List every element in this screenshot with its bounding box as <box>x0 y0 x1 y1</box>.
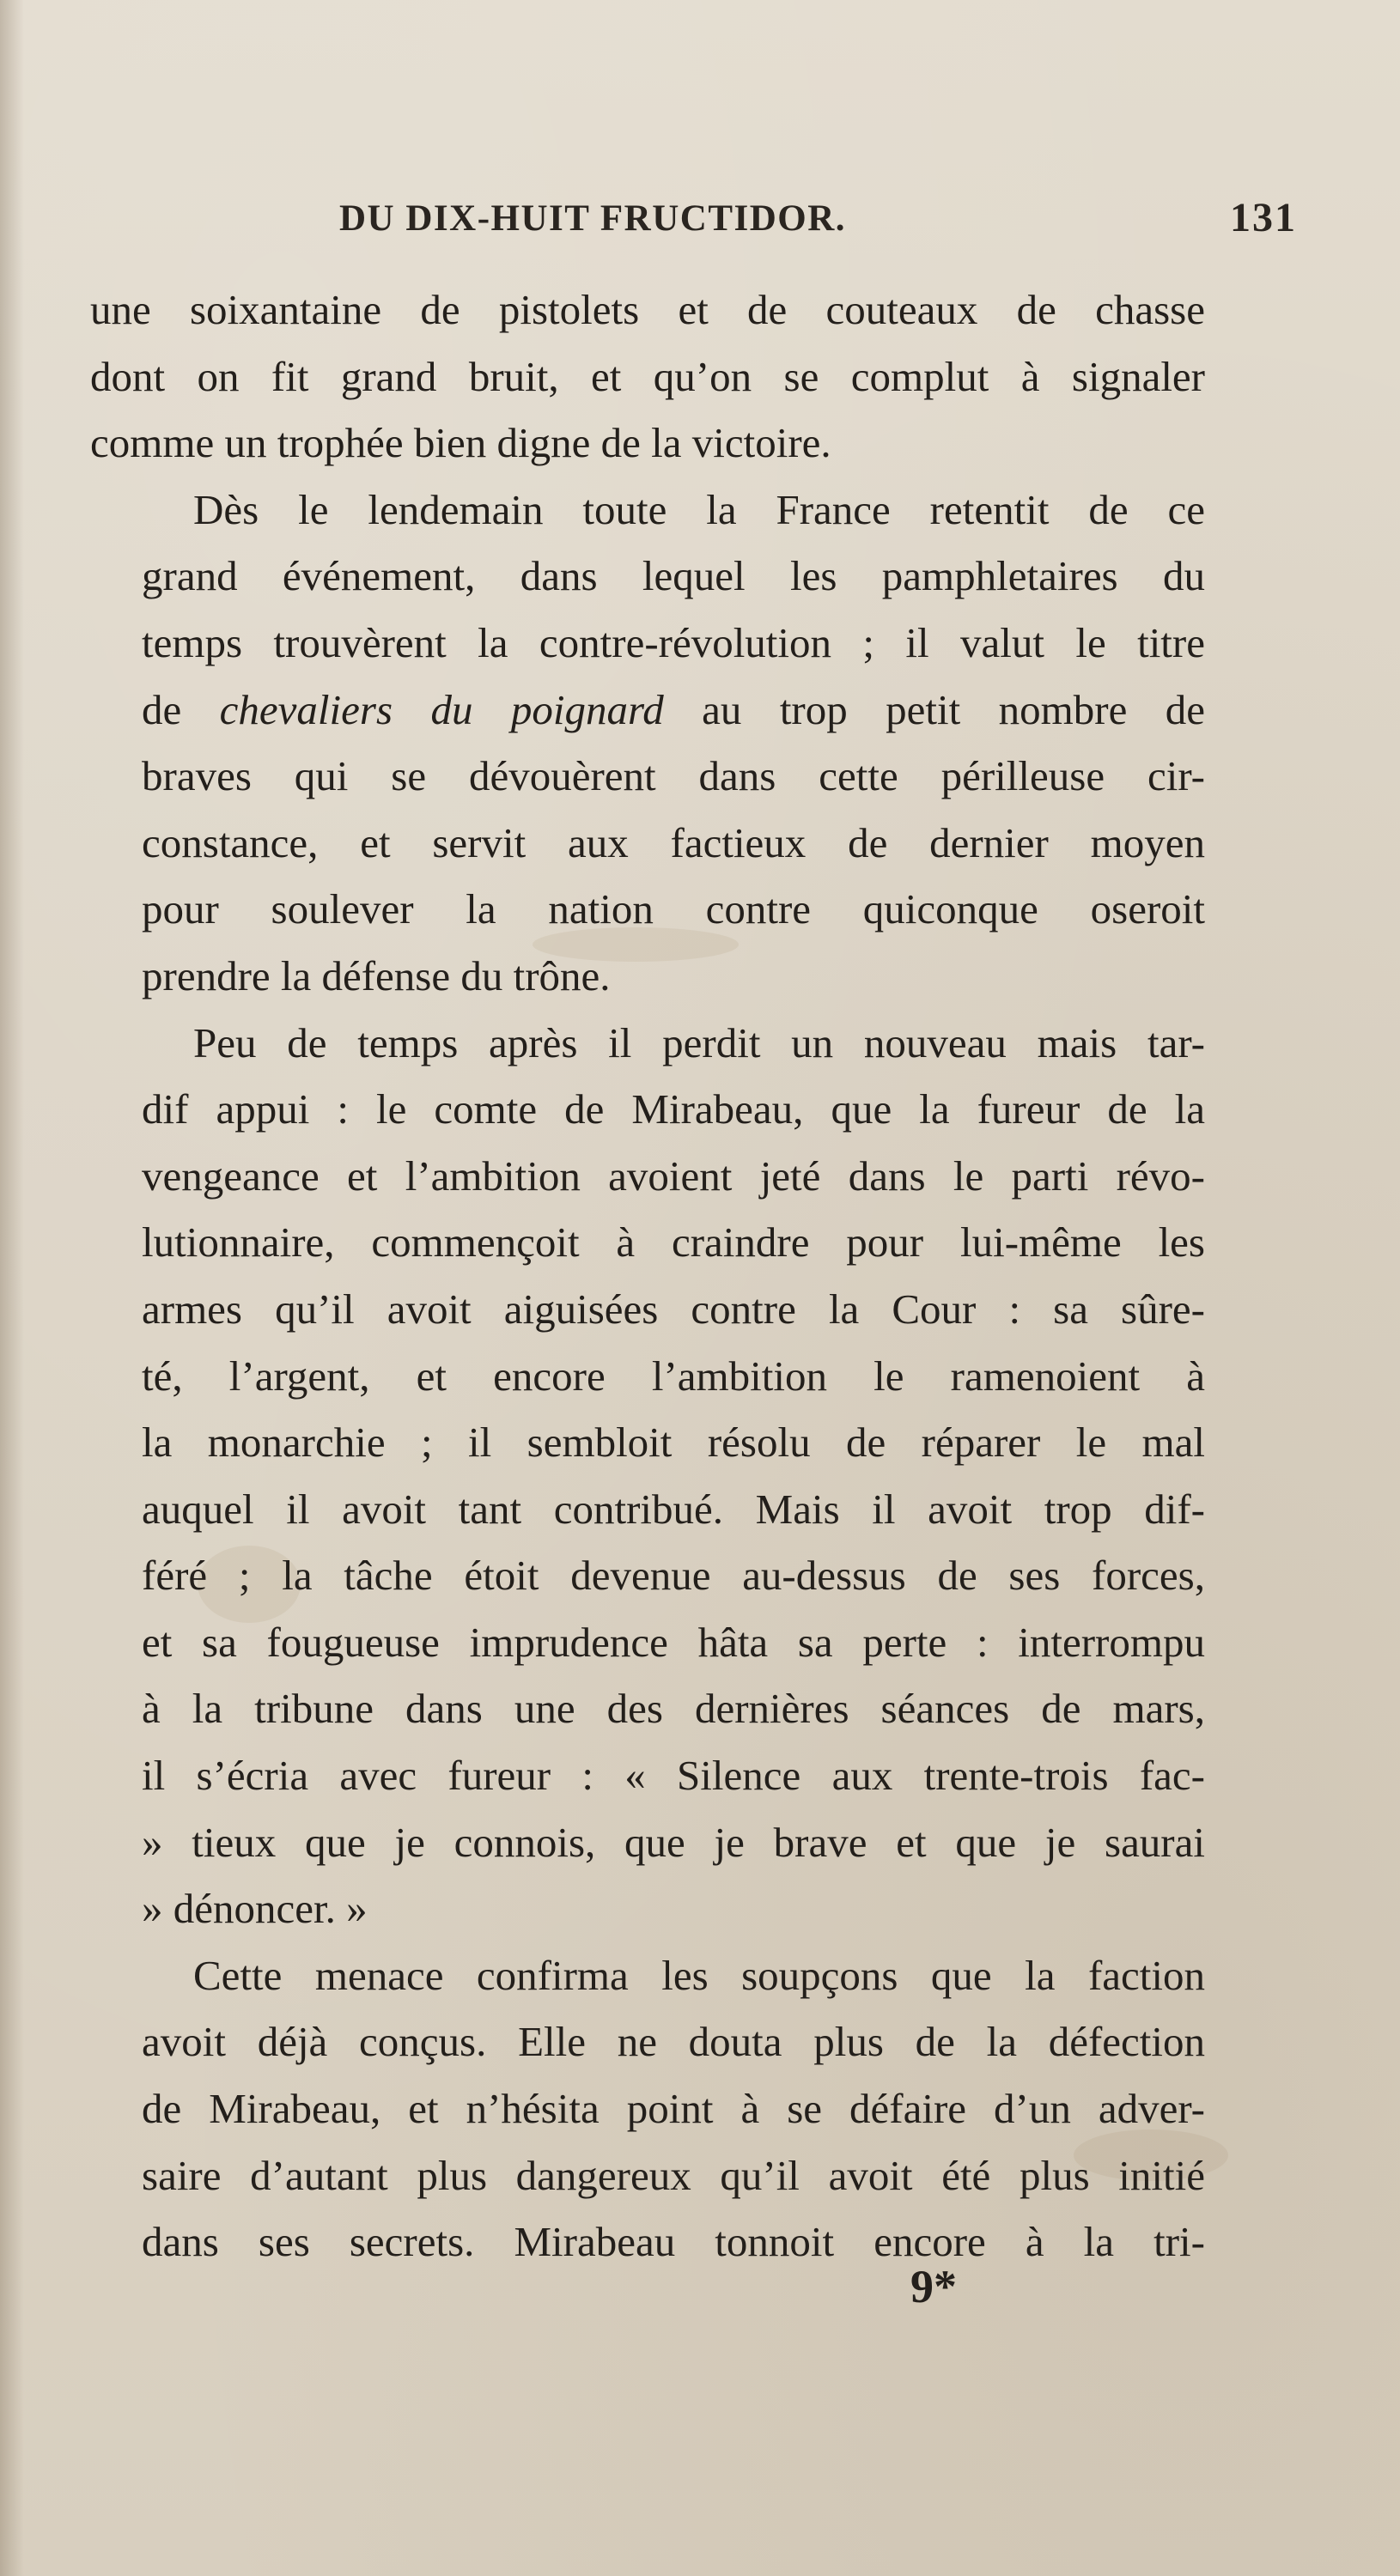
text-fragment: au trop petit nombre de <box>702 685 1206 733</box>
text-line: braves qui se dévouèrent dans cette périlleuse cir- <box>142 752 1205 800</box>
body-text <box>90 276 1205 2275</box>
paragraph <box>90 276 1205 477</box>
text-line: té, l’argent, et encore l’ambition le ramenoient à <box>142 1352 1205 1400</box>
text-line: à la tribune dans une des dernières séances de mars, <box>142 1685 1205 1733</box>
text-line: prendre la défense du trône. <box>142 951 611 999</box>
text-line: grand événement, dans lequel les pamphletaires du <box>142 552 1205 600</box>
text-line: de Mirabeau, et n’hésita point à se défaire d’un adver- <box>142 2085 1205 2133</box>
text-line: une soixantaine de pistolets et de couteaux de chasse <box>90 286 1205 333</box>
page-number: 131 <box>1230 195 1297 240</box>
italic-phrase: chevaliers du poignard <box>219 685 664 733</box>
gutter-shadow <box>0 0 24 2576</box>
text-line: il s’écria avec fureur : « Silence aux trente-trois fac- <box>142 1752 1205 1800</box>
text-line: dif appui : le comte de Mirabeau, que la fureur de la <box>142 1085 1205 1133</box>
running-head: DU DIX-HUIT FRUCTIDOR. <box>339 198 847 239</box>
text-line: Peu de temps après il perdit un nouveau mais tar- <box>193 1018 1205 1066</box>
text-line: comme un trophée bien digne de la victoire. <box>90 419 831 467</box>
text-line: saire d’autant plus dangereux qu’il avoit été plus initié <box>142 2151 1205 2199</box>
paragraph <box>90 1942 1205 2275</box>
text-line: féré ; la tâche étoit devenue au-dessus de ses forces, <box>142 1552 1205 1600</box>
page-header <box>90 191 1297 251</box>
text-line: pour soulever la nation contre quiconque oseroit <box>142 885 1205 933</box>
text-line: lutionnaire, commençoit à craindre pour lui-même les <box>142 1218 1205 1267</box>
paragraph <box>90 1010 1205 1942</box>
text-line: avoit déjà conçus. Elle ne douta plus de la défection <box>142 2018 1205 2066</box>
text-line: Dès le lendemain toute la France retentit de ce <box>193 485 1205 533</box>
text-line: dans ses secrets. Mirabeau tonnoit encore à la tri- <box>142 2218 1205 2266</box>
text-line: Cette menace confirma les soupçons que la faction <box>193 1951 1205 1999</box>
text-line: temps trouvèrent la contre-révolution ; il valut le titre <box>142 618 1205 666</box>
text-fragment: de <box>142 685 182 733</box>
text-line: » dénoncer. » <box>142 1885 368 1933</box>
text-line: dont on fit grand bruit, et qu’on se complut à signaler <box>90 352 1205 400</box>
paragraph <box>90 477 1205 1010</box>
text-line: armes qu’il avoit aiguisées contre la Cour : sa sûre- <box>142 1285 1205 1333</box>
text-line: » tieux que je connois, que je brave et que je saurai <box>142 1818 1205 1866</box>
text-line: et sa fougueuse imprudence hâta sa perte : interrompu <box>142 1618 1205 1666</box>
signature-mark: 9* <box>910 2261 957 2312</box>
text-line: la monarchie ; il sembloit résolu de réparer le mal <box>142 1419 1205 1467</box>
text-line-with-italic <box>90 677 1205 744</box>
text-line: auquel il avoit tant contribué. Mais il avoit trop dif- <box>142 1485 1205 1533</box>
text-line: vengeance et l’ambition avoient jeté dans le parti révo- <box>142 1151 1205 1200</box>
text-line: constance, et servit aux factieux de dernier moyen <box>142 818 1205 866</box>
